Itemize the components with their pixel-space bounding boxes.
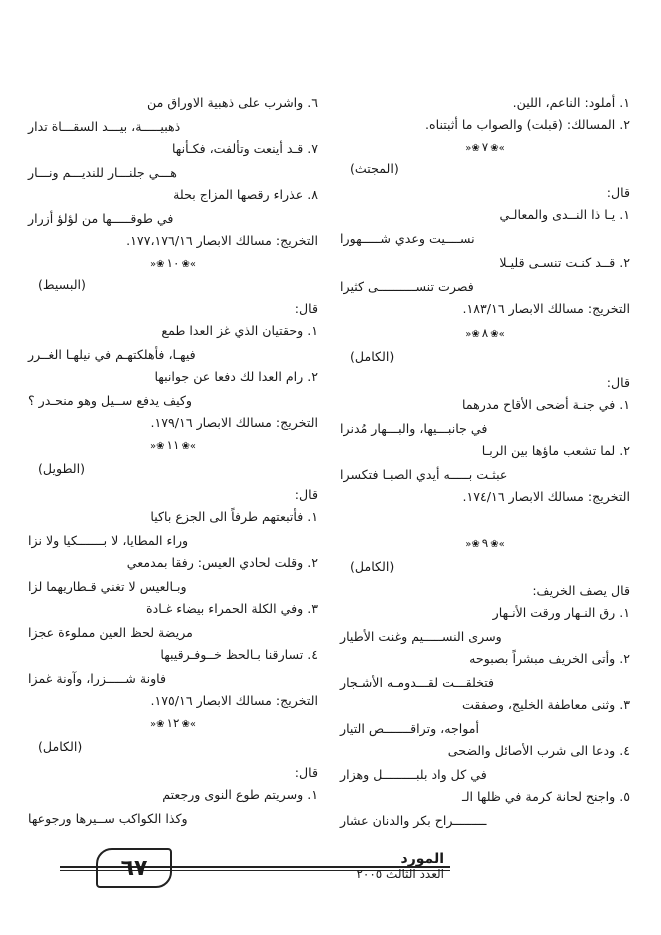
poem-number: ٩ (481, 536, 489, 550)
citation-line: التخريج: مسالك الابصار ١٧٤/١٦. (462, 489, 630, 504)
citation-line: التخريج: مسالك الابصار ١٧٩/١٦. (150, 415, 318, 430)
verse-line: ١. وسريتم طوع النوى ورجعتم (162, 787, 318, 802)
verse-second-hemistich: في جانبـــيها، والبـــهار مُدنرا (340, 421, 488, 436)
poem-number-ornament (340, 324, 630, 344)
verse-second-hemistich: وسرى النســـــيم وغنت الأطيار (340, 629, 502, 644)
poem-number-ornament (28, 714, 318, 734)
said-label: قال يصف الخريف: (532, 583, 630, 598)
verse-line: ٢. وقلت لحادي العيس: رفقا بمدمعي (126, 555, 318, 570)
verse-second-hemistich: هـــي جلنـــار للنديـــم ونـــار (28, 165, 177, 180)
verse-line: ١. وحقتيان الذي غز العدا طمع (161, 323, 318, 338)
ornament-right-icon: »❀ (490, 539, 505, 550)
said-label: قال: (606, 375, 630, 390)
verse-second-hemistich: فصرت تنســــــــــى كثيرا (340, 279, 474, 294)
meter-label: (الطويل) (38, 461, 86, 476)
poem-number-ornament (28, 254, 318, 274)
poem-number-ornament (340, 534, 630, 554)
ornament-right-icon: »❀ (490, 143, 505, 154)
ornament-left-icon: ❀« (150, 719, 165, 730)
meter-label: (الكامل) (38, 739, 83, 754)
poem-number-ornament (28, 436, 318, 456)
said-label: قال: (606, 185, 630, 200)
meter-label: (المجتث) (350, 161, 399, 176)
verse-second-hemistich: مريضة لحظ العين مملوءة عجزا (28, 625, 193, 640)
verse-second-hemistich: ذهبيـــــة، بيـــد السقـــاة تدار (28, 119, 181, 134)
ornament-left-icon: ❀« (465, 329, 480, 340)
ornament-left-icon: ❀« (150, 259, 165, 270)
verse-second-hemistich: في طوقـــــها من لؤلؤ أزرار (28, 211, 174, 226)
citation-line: التخريج: مسالك الابصار ١٧٥/١٦. (150, 693, 318, 708)
footer-magazine (244, 852, 444, 882)
ornament-left-icon: ❀« (465, 143, 480, 154)
verse-second-hemistich: فاونة شـــــزرا، وآونة غمزا (28, 671, 167, 686)
verse-line: ١. يـا ذا النــدى والمعالـي (499, 207, 630, 222)
verse-line: ١. رق النـهار ورقت الأنـهار (492, 605, 630, 620)
ornament-left-icon: ❀« (150, 441, 165, 452)
citation-line: التخريج: مسالك الابصار ١٧٧،١٧٦/١٦. (126, 233, 318, 248)
ornament-right-icon: »❀ (181, 259, 196, 270)
verse-second-hemistich: وكذا الكواكب ســيرها ورجوعها (28, 811, 188, 826)
poem-number: ١٠ (166, 256, 180, 270)
verse-line: ٢. قــد كنـت تنسـى قليـلا (499, 255, 630, 270)
verse-line: ٤. تسارقنا بـالحظ خــوفـرقيبها (160, 647, 318, 662)
verse-second-hemistich: أمواجه، وتراقـــــــص التيار (340, 721, 480, 736)
verse-line: ٢. وأتى الخريف مبشراً بصبوحه (469, 651, 630, 666)
verse-line: ٧. قـد أينعت وتألفت، فكـأنها (171, 141, 318, 156)
verse-line: ٢. المسالك: (قبلت) والصواب ما أثبتناه. (425, 117, 630, 132)
page-number: ٦٧ (96, 848, 172, 888)
verse-line: ٣. وفي الكلة الحمراء بيضاء غـادة (145, 601, 318, 616)
verse-line: ٤. ودعا الى شرب الأصائل والضحى (447, 743, 630, 758)
verse-line: ١. أملود: الناعم، اللين. (512, 95, 630, 110)
said-label: قال: (294, 301, 318, 316)
meter-label: (البسيط) (38, 277, 86, 292)
verse-second-hemistich: وكيف يدفع ســيل وهو منحـدر ؟ (28, 393, 193, 408)
verse-line: ١. في جنـة أضحى الأقاح مدرهما (461, 397, 630, 412)
verse-line: ٣. وثنى معاطفة الخليج، وصفقت (462, 697, 630, 712)
verse-line: ٥. واجنح لحانة كرمة في ظلها الـ (462, 789, 630, 804)
said-label: قال: (294, 765, 318, 780)
verse-second-hemistich: ـــــــــراح بكر والدنان عشار (340, 813, 487, 828)
meter-label: (الكامل) (350, 559, 395, 574)
verse-second-hemistich: فيهـا، فأهلكتهـم في نيلهـا الغــرر (28, 347, 196, 362)
ornament-left-icon: ❀« (465, 539, 480, 550)
said-label: قال: (294, 487, 318, 502)
magazine-title: المورد (400, 851, 444, 867)
verse-second-hemistich: في كل واد بلبـــــــــل وهزار (340, 767, 487, 782)
poem-number-ornament (340, 138, 630, 158)
verse-second-hemistich: وراء المطايا، لا بـــــــكيا ولا نزا (28, 533, 189, 548)
verse-second-hemistich: عبثـت بـــــه أيدي الصبـا فتكسرا (340, 467, 508, 482)
ornament-right-icon: »❀ (181, 719, 196, 730)
verse-second-hemistich: وبـالعيس لا تغني قـطاريهما لزا (28, 579, 187, 594)
verse-second-hemistich: نســــيت وعدي شـــــهورا (340, 231, 475, 246)
verse-line: ٢. لما تشعب ماؤها بين الربـا (481, 443, 630, 458)
verse-line: ٨. عذراء رقصها المزاج بحلة (173, 187, 318, 202)
poem-number: ١١ (166, 438, 180, 452)
citation-line: التخريج: مسالك الابصار ١٨٣/١٦. (462, 301, 630, 316)
verse-line: ٦. واشرب على ذهبية الاوراق من (147, 95, 318, 110)
poem-number: ٨ (481, 326, 489, 340)
ornament-right-icon: »❀ (490, 329, 505, 340)
poem-number: ٧ (481, 140, 489, 154)
ornament-right-icon: »❀ (181, 441, 196, 452)
issue-label: العدد الثالث ٢٠٠٥ (356, 867, 444, 881)
verse-line: ١. فأتبعتهم طرفاً الى الجزع باكيا (150, 509, 318, 524)
poem-number: ١٢ (166, 716, 180, 730)
meter-label: (الكامل) (350, 349, 395, 364)
verse-second-hemistich: فتخلقـــت لقـــدومـه الأشـجار (340, 675, 495, 690)
verse-line: ٢. رام العدا لك دفعا عن جوانبها (154, 369, 318, 384)
